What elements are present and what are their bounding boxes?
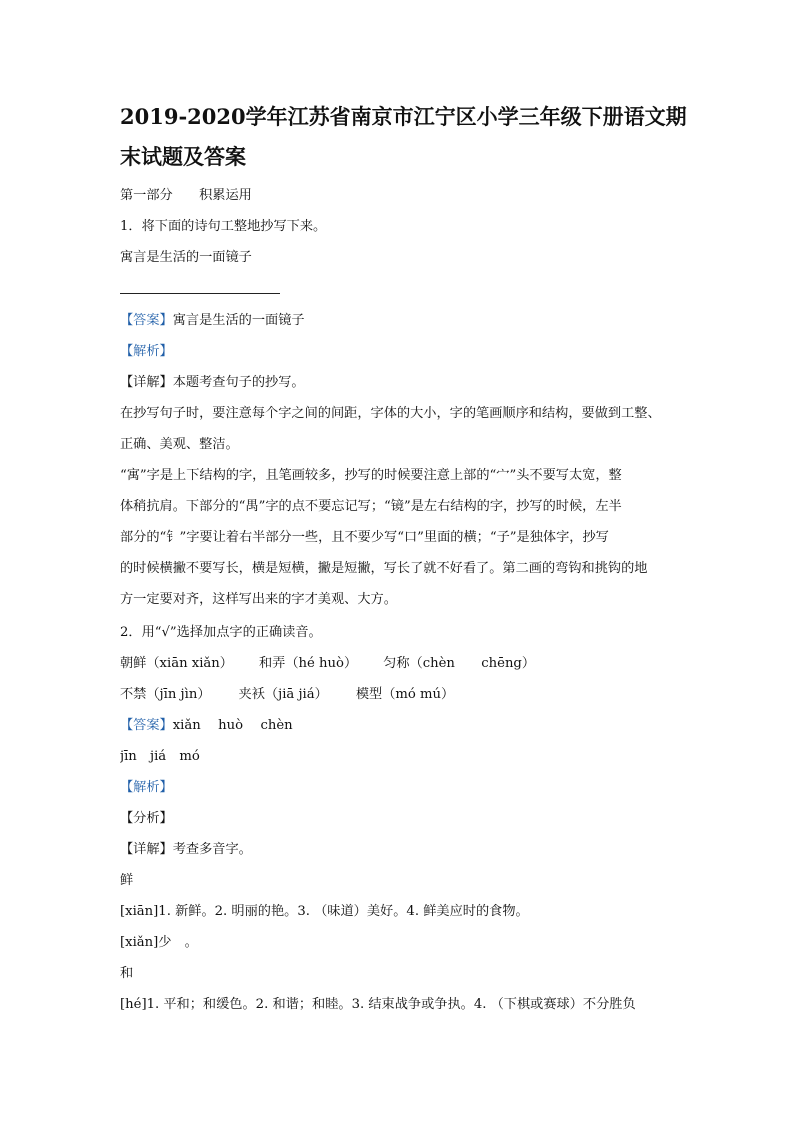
- polyphone-char: 和: [120, 966, 134, 981]
- q2-detail: [120, 840, 680, 860]
- polyphone-definition: [xiān]1. 新鲜。2. 明丽的艳。3. （味道）美好。4. 鲜美应时的食物。: [120, 904, 529, 919]
- answer-text: 寓言是生活的一面镜子: [172, 313, 305, 328]
- answer-writing-line: [120, 293, 280, 294]
- polyphone-definition: [hé]1. 平和；和缓色。2. 和谐；和睦。3. 结束战争或争执。4. （下棋或赛球）不分胜负: [120, 997, 636, 1012]
- q2-options-row2: [120, 685, 680, 705]
- q1-sentence: 寓言是生活的一面镜子: [120, 250, 252, 265]
- document-title-line2: 末试题及答案: [120, 144, 246, 169]
- q1-paragraph1-line: 在抄写句子时，要注意每个字之间的间距，字体的大小，字的笔画顺序和结构，要做到工整、: [120, 406, 661, 421]
- option-item: 不禁（jīn jìn）: [120, 687, 211, 702]
- detail-intro: 考查多音字。: [172, 842, 252, 857]
- polyphone-definition: [xiǎn]少 。: [120, 935, 198, 950]
- option-item: 夹袄（jiā jiá）: [238, 687, 328, 702]
- document-title-line1: 2019-2020学年江苏省南京市江宁区小学三年级下册语文期: [120, 104, 687, 129]
- q2-fenxi-tag: 【分析】: [120, 811, 173, 826]
- q1-paragraph2-line: “寓”字是上下结构的字，且笔画较多，抄写的时候要注意上部的“宀”头不要写太宽，整: [120, 468, 622, 483]
- q1-analysis-tag: 【解析】: [120, 344, 173, 359]
- q1-detail: [120, 373, 680, 393]
- detail-tag: 【详解】: [120, 375, 173, 390]
- q1-paragraph1-line: 正确、美观、整洁。: [120, 437, 239, 452]
- q2-stem: 2．用“√”选择加点字的正确读音。: [120, 625, 322, 640]
- detail-intro: 本题考查句子的抄写。: [172, 375, 305, 390]
- q2-answer-line2: jīn jiá mó: [120, 749, 200, 764]
- polyphone-char: 鲜: [120, 873, 134, 888]
- answer-tag: 【答案】: [120, 718, 173, 733]
- answer-text: xiǎn huò chèn: [172, 718, 293, 733]
- part-heading: 第一部分 积累运用: [120, 188, 252, 203]
- q1-paragraph2-line: 部分的“钅”字要让着右半部分一些，且不要少写“口”里面的横；“子”是独体字，抄写: [120, 530, 609, 545]
- q2-analysis-tag: 【解析】: [120, 780, 173, 795]
- q1-answer: [120, 311, 680, 331]
- q1-stem: 1．将下面的诗句工整地抄写下来。: [120, 219, 327, 234]
- option-item: 模型（mó mú）: [355, 687, 455, 702]
- answer-tag: 【答案】: [120, 313, 173, 328]
- q1-paragraph2-line: 的时候横撇不要写长，横是短横，撇是短撇，写长了就不好看了。第二画的弯钩和挑钩的地: [120, 561, 648, 576]
- option-item: 朝鲜（xiān xiǎn）: [120, 656, 233, 671]
- option-item: 和弄（hé huò）: [258, 656, 358, 671]
- q2-answer: [120, 716, 680, 736]
- q2-options-row1: [120, 654, 680, 674]
- q1-paragraph2-line: 体稍抗肩。下部分的“禺”字的点不要忘记写；“镜”是左右结构的字，抄写的时候，左半: [120, 499, 622, 514]
- q1-paragraph2-line: 方一定要对齐，这样写出来的字才美观、大方。: [120, 592, 397, 607]
- option-item: 匀称（chèn chēng）: [383, 656, 536, 671]
- detail-tag: 【详解】: [120, 842, 173, 857]
